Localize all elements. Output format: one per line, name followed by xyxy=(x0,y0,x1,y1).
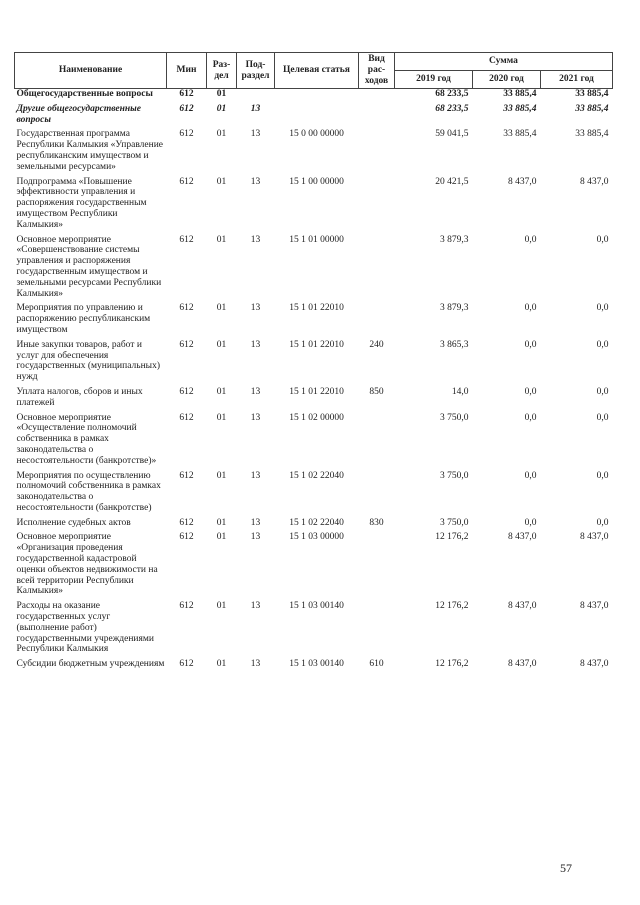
cell-name: Другие общегосударственные вопросы xyxy=(16,103,141,125)
cell-2020: 0,0 xyxy=(524,339,537,350)
cell-razdel: 01 xyxy=(216,176,227,187)
table-body xyxy=(15,89,613,675)
cell-razdel: 01 xyxy=(216,103,227,114)
cell-razdel: 01 xyxy=(216,339,227,350)
cell-2020: 0,0 xyxy=(524,517,537,528)
cell-2019: 3 750,0 xyxy=(440,470,469,481)
cell-vid: 240 xyxy=(369,339,384,350)
cell-target: 15 1 03 00000 xyxy=(289,532,344,543)
cell-2020: 8 437,0 xyxy=(508,176,537,187)
table-row xyxy=(15,471,613,518)
cell-2021: 33 885,4 xyxy=(575,103,609,114)
cell-target xyxy=(275,104,359,130)
table-row xyxy=(15,659,613,674)
header-year-2020: 2020 год xyxy=(473,71,541,89)
header-summa: Сумма xyxy=(395,53,613,71)
cell-2019: 68 233,5 xyxy=(435,103,469,114)
cell-target: 15 1 02 00000 xyxy=(289,412,344,423)
cell-razdel: 01 xyxy=(216,386,227,397)
cell-target: 15 1 02 22040 xyxy=(289,470,344,481)
cell-2019: 12 176,2 xyxy=(435,659,469,670)
cell-vid: 830 xyxy=(369,517,384,528)
cell-razdel: 01 xyxy=(216,659,227,670)
table-header xyxy=(15,53,613,89)
cell-podrazdel: 13 xyxy=(250,412,261,423)
cell-2020: 0,0 xyxy=(524,303,537,314)
cell-2020: 33 885,4 xyxy=(503,103,537,114)
cell-podrazdel: 13 xyxy=(250,303,261,314)
cell-min: 612 xyxy=(179,129,194,140)
cell-razdel: 01 xyxy=(216,412,227,423)
table-row xyxy=(15,177,613,235)
cell-target: 15 1 01 22010 xyxy=(289,339,344,350)
cell-podrazdel: 13 xyxy=(250,129,261,140)
cell-2021: 33 885,4 xyxy=(575,89,609,99)
cell-name: Основное мероприятие «Осуществление полномочий собственника в рамках законодательства о несостоятельности (банкротстве)» xyxy=(16,412,157,466)
cell-podrazdel: 13 xyxy=(250,532,261,543)
table-row xyxy=(15,104,613,130)
cell-vid xyxy=(359,303,395,339)
cell-podrazdel: 13 xyxy=(250,659,261,670)
header-target: Целевая статья xyxy=(275,53,359,89)
cell-2021: 33 885,4 xyxy=(575,129,609,140)
cell-2021: 8 437,0 xyxy=(580,532,609,543)
cell-razdel: 01 xyxy=(216,517,227,528)
cell-name: Мероприятия по осуществлению полномочий собственника в рамках законодательства о несостоятельности (банкротстве) xyxy=(16,470,161,513)
cell-podrazdel: 13 xyxy=(250,601,261,612)
cell-min: 612 xyxy=(179,412,194,423)
cell-min: 612 xyxy=(179,659,194,670)
cell-2021: 0,0 xyxy=(596,234,609,245)
cell-2019: 3 865,3 xyxy=(440,339,469,350)
cell-2019: 3 750,0 xyxy=(440,517,469,528)
cell-vid xyxy=(359,471,395,518)
cell-razdel: 01 xyxy=(216,532,227,543)
cell-name: Основное мероприятие «Совершенствование системы управления и распоряжения государственным имуществом и земельными ресурсами Республики Калмыкия» xyxy=(16,234,162,299)
cell-name: Субсидии бюджетным учреждениям xyxy=(16,659,165,670)
cell-2020: 33 885,4 xyxy=(503,89,537,99)
table-row xyxy=(15,129,613,176)
cell-2019: 3 879,3 xyxy=(440,303,469,314)
cell-vid xyxy=(359,89,395,104)
header-name: Наименование xyxy=(15,53,167,89)
cell-2021: 8 437,0 xyxy=(580,659,609,670)
table-row xyxy=(15,413,613,471)
cell-razdel: 01 xyxy=(216,129,227,140)
cell-2021: 0,0 xyxy=(596,386,609,397)
cell-2019: 68 233,5 xyxy=(435,89,469,99)
cell-podrazdel: 13 xyxy=(250,176,261,187)
cell-2021: 0,0 xyxy=(596,339,609,350)
cell-2020: 33 885,4 xyxy=(503,129,537,140)
cell-name: Расходы на оказание государственных услуг (выполнение работ) государственными учреждениями Республики Калмыкия xyxy=(16,601,154,655)
cell-podrazdel xyxy=(237,89,275,104)
cell-vid xyxy=(359,235,395,304)
cell-podrazdel: 13 xyxy=(250,103,261,114)
header-podrazdel: Под-раздел xyxy=(237,53,275,89)
cell-vid xyxy=(359,413,395,471)
table-row xyxy=(15,532,613,601)
cell-name: Общегосударственные вопросы xyxy=(16,89,153,99)
cell-vid xyxy=(359,601,395,659)
cell-2020: 8 437,0 xyxy=(508,659,537,670)
cell-2019: 14,0 xyxy=(451,386,469,397)
cell-min: 612 xyxy=(179,532,194,543)
table-row xyxy=(15,89,613,104)
cell-target xyxy=(275,89,359,104)
cell-razdel: 01 xyxy=(216,89,227,99)
cell-target: 15 1 00 00000 xyxy=(289,176,344,187)
cell-target: 15 1 01 22010 xyxy=(289,386,344,397)
cell-min: 612 xyxy=(179,103,194,114)
table-row xyxy=(15,518,613,533)
cell-target: 15 1 01 22010 xyxy=(289,303,344,314)
cell-razdel: 01 xyxy=(216,470,227,481)
header-min: Мин xyxy=(167,53,207,89)
cell-name: Уплата налогов, сборов и иных платежей xyxy=(16,386,143,408)
cell-name: Государственная программа Республики Калмыкия «Управление республиканским имуществом и земельными ресурсами» xyxy=(16,129,164,172)
cell-target: 15 1 01 00000 xyxy=(289,234,344,245)
cell-podrazdel: 13 xyxy=(250,470,261,481)
cell-vid: 850 xyxy=(369,386,384,397)
cell-2020: 8 437,0 xyxy=(508,601,537,612)
cell-podrazdel: 13 xyxy=(250,339,261,350)
cell-podrazdel: 13 xyxy=(250,234,261,245)
cell-target: 15 1 02 22040 xyxy=(289,517,344,528)
cell-2019: 3 879,3 xyxy=(440,234,469,245)
cell-min: 612 xyxy=(179,89,194,99)
cell-name: Основное мероприятие «Организация проведения государственной кадастровой оценки объектов недвижимости на всей территории Республики Калмыкия» xyxy=(16,532,158,597)
cell-min: 612 xyxy=(179,470,194,481)
cell-vid xyxy=(359,532,395,601)
cell-min: 612 xyxy=(179,339,194,350)
cell-vid xyxy=(359,104,395,130)
page-number: 57 xyxy=(560,861,572,875)
table-row xyxy=(15,340,613,387)
cell-razdel: 01 xyxy=(216,234,227,245)
cell-2021: 8 437,0 xyxy=(580,601,609,612)
cell-razdel: 01 xyxy=(216,601,227,612)
cell-vid xyxy=(359,177,395,235)
cell-min: 612 xyxy=(179,386,194,397)
cell-2021: 0,0 xyxy=(596,517,609,528)
cell-target: 15 1 03 00140 xyxy=(289,601,344,612)
budget-table xyxy=(14,52,613,674)
cell-2019: 12 176,2 xyxy=(435,601,469,612)
cell-target: 15 1 03 00140 xyxy=(289,659,344,670)
cell-target: 15 0 00 00000 xyxy=(289,129,344,140)
cell-2020: 8 437,0 xyxy=(508,532,537,543)
cell-2021: 0,0 xyxy=(596,303,609,314)
cell-2019: 3 750,0 xyxy=(440,412,469,423)
cell-2019: 59 041,5 xyxy=(435,129,469,140)
cell-razdel: 01 xyxy=(216,303,227,314)
table-row xyxy=(15,303,613,339)
cell-vid xyxy=(359,129,395,176)
cell-min: 612 xyxy=(179,601,194,612)
cell-2021: 8 437,0 xyxy=(580,176,609,187)
cell-2020: 0,0 xyxy=(524,234,537,245)
cell-name: Мероприятия по управлению и распоряжению республиканским имуществом xyxy=(16,303,151,335)
cell-2021: 0,0 xyxy=(596,470,609,481)
cell-2020: 0,0 xyxy=(524,470,537,481)
cell-podrazdel: 13 xyxy=(250,517,261,528)
cell-name: Исполнение судебных актов xyxy=(16,517,131,528)
cell-2019: 20 421,5 xyxy=(435,176,469,187)
header-vid: Вид рас-ходов xyxy=(359,53,395,89)
cell-name: Иные закупки товаров, работ и услуг для обеспечения государственных (муниципальных) нужд xyxy=(16,339,160,383)
cell-vid: 610 xyxy=(369,659,384,670)
table-row xyxy=(15,601,613,659)
header-razdel: Раз-дел xyxy=(207,53,237,89)
cell-min: 612 xyxy=(179,176,194,187)
cell-min: 612 xyxy=(179,303,194,314)
table-row xyxy=(15,387,613,413)
header-year-2019: 2019 год xyxy=(395,71,473,89)
cell-min: 612 xyxy=(179,517,194,528)
cell-2019: 12 176,2 xyxy=(435,532,469,543)
cell-2020: 0,0 xyxy=(524,412,537,423)
cell-min: 612 xyxy=(179,234,194,245)
table-row xyxy=(15,235,613,304)
cell-2021: 0,0 xyxy=(596,412,609,423)
cell-2020: 0,0 xyxy=(524,386,537,397)
cell-podrazdel: 13 xyxy=(250,386,261,397)
cell-name: Подпрограмма «Повышение эффективности управления и распоряжения государственным имуществом Республики Калмыкия» xyxy=(16,176,147,230)
header-year-2021: 2021 год xyxy=(541,71,613,89)
